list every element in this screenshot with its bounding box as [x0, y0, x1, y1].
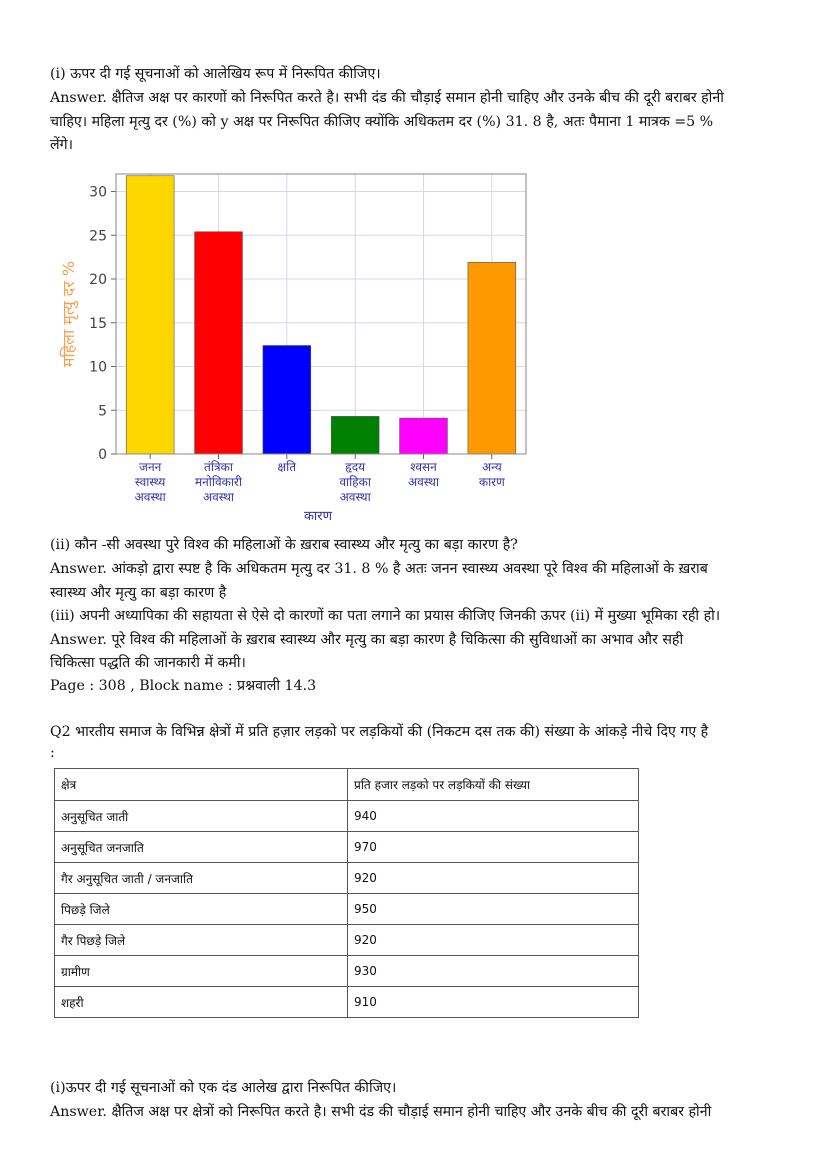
y-tick-label: 5	[98, 403, 107, 420]
table-row	[55, 894, 639, 925]
bar	[468, 262, 516, 454]
table-cell-count: 950	[348, 894, 639, 925]
y-tick-label: 25	[89, 228, 107, 245]
question-2-colon: :	[50, 745, 55, 761]
table-cell-count: 910	[348, 987, 639, 1018]
y-axis-label: महिला मृत्यु दर %	[59, 260, 78, 368]
question-ii-line: (ii) कौन -सी अवस्था पुरे विश्व की महिलाओं के ख़राब स्वास्थ्य और मृत्यु का बड़ा कारण है?	[50, 537, 518, 553]
table-row	[55, 863, 639, 894]
table-row	[55, 832, 639, 863]
table-row	[55, 956, 639, 987]
answer-i-line-2: चाहिए। महिला मृत्यु दर (%) को y अक्ष पर निरूपित कीजिए क्योंकि अधिकतम दर (%) 31. 8 है, अतः पैमाना 1 मात्रक =5 %	[50, 114, 714, 130]
table-cell-region: ग्रामीण	[55, 956, 348, 987]
question-iii-line: (iii) अपनी अध्यापिका की सहायता से ऐसे दो कारणों का पता लगाने का प्रयास कीजिए जिनकी ऊपर (ii) में मुख्या भूमिका रही हो।	[50, 608, 721, 624]
table-header-row	[55, 769, 639, 801]
table-cell-count: 940	[348, 801, 639, 832]
table-cell-region: अनुसूचित जाती	[55, 801, 348, 832]
bar-chart	[40, 168, 540, 530]
y-tick-label: 10	[89, 359, 107, 376]
bar	[400, 418, 448, 454]
answer-iii-line-2: चिकित्सा पद्धति की जानकारी में कमी।	[50, 655, 246, 671]
table-cell-region: अनुसूचित जनजाति	[55, 832, 348, 863]
answer-iii-line-1: Answer. पूरे विश्व की महिलाओं के ख़राब स्वास्थ्य और मृत्यु का बड़ा कारण है चिकित्सा की सुविधाओं का अभाव और सही	[50, 632, 684, 648]
bar	[263, 346, 311, 455]
x-tick-label: हृदय वाहिका अवस्था	[339, 460, 371, 504]
table-cell-count: 970	[348, 832, 639, 863]
y-tick-label: 0	[98, 447, 107, 463]
x-tick-label: अन्य कारण	[478, 460, 505, 489]
sex-ratio-table	[54, 768, 639, 1018]
table-row	[55, 925, 639, 956]
x-tick-label: जनन स्वास्थ्य अवस्था	[134, 460, 166, 504]
table-cell-region: पिछड़े जिले	[55, 894, 348, 925]
answer-i-line-1: Answer. क्षैतिज अक्ष पर कारणों को निरूपित करते है। सभी दंड की चौड़ाई समान होनी चाहिए और उनके बीच की दूरी बराबर होनी	[50, 90, 724, 106]
table-row	[55, 801, 639, 832]
answer-i-line-3: लेंगे।	[50, 137, 73, 153]
answer-2-i-line: Answer. क्षैतिज अक्ष पर क्षेत्रों को निरूपित करते है। सभी दंड की चौड़ाई समान होनी चाहिए और उनके बीच की दूरी बराबर होनी	[50, 1104, 712, 1120]
bar	[195, 232, 243, 454]
table-header-count: प्रति हजार लड़को पर लड़कियों की संख्या	[348, 769, 639, 801]
answer-ii-line-1: Answer. आंकड़ो द्वारा स्पष्ट है कि अधिकतम मृत्यु दर 31. 8 % है अतः जनन स्वास्थ्य अवस्था पूरे विश्व की महिलाओं के ख़राब	[50, 561, 708, 577]
table-header-region: क्षेत्र	[55, 769, 348, 801]
plot-area	[116, 174, 526, 454]
x-tick-label: तंत्रिका मनोविकारी अवस्था	[194, 460, 243, 504]
table-cell-count: 930	[348, 956, 639, 987]
table-cell-count: 920	[348, 863, 639, 894]
x-axis-label: कारण	[303, 509, 333, 524]
page-block-reference: Page : 308 , Block name : प्रश्नवाली 14.3	[50, 678, 317, 694]
y-tick-label: 30	[89, 184, 107, 201]
bar	[331, 416, 379, 454]
bar	[126, 176, 174, 454]
answer-ii-line-2: स्वास्थ्य और मृत्यु का बड़ा कारण है	[50, 585, 227, 601]
y-tick-label: 15	[89, 315, 107, 332]
table-row	[55, 987, 639, 1018]
x-tick-label: क्षति	[277, 460, 297, 474]
question-2-i-line: (i)ऊपर दी गई सूचनाओं को एक दंड आलेख द्वारा निरूपित कीजिए।	[50, 1080, 397, 1096]
question-2-line: Q2 भारतीय समाज के विभिन्न क्षेत्रों में प्रति हज़ार लड़को पर लड़कियों की (निकटम दस तक की) संख्या के आंकड़े नीचे दिए गए है	[50, 724, 709, 740]
table-cell-count: 920	[348, 925, 639, 956]
x-tick-label: श्वसन अवस्था	[407, 460, 440, 489]
table-cell-region: गैर पिछड़े जिले	[55, 925, 348, 956]
table-cell-region: गैर अनुसूचित जाती / जनजाति	[55, 863, 348, 894]
table-cell-region: शहरी	[55, 987, 348, 1018]
bar-chart-svg	[40, 168, 540, 530]
question-i-line: (i) ऊपर दी गई सूचनाओं को आलेखिय रूप में निरूपित कीजिए।	[50, 66, 381, 82]
y-tick-label: 20	[89, 272, 107, 288]
